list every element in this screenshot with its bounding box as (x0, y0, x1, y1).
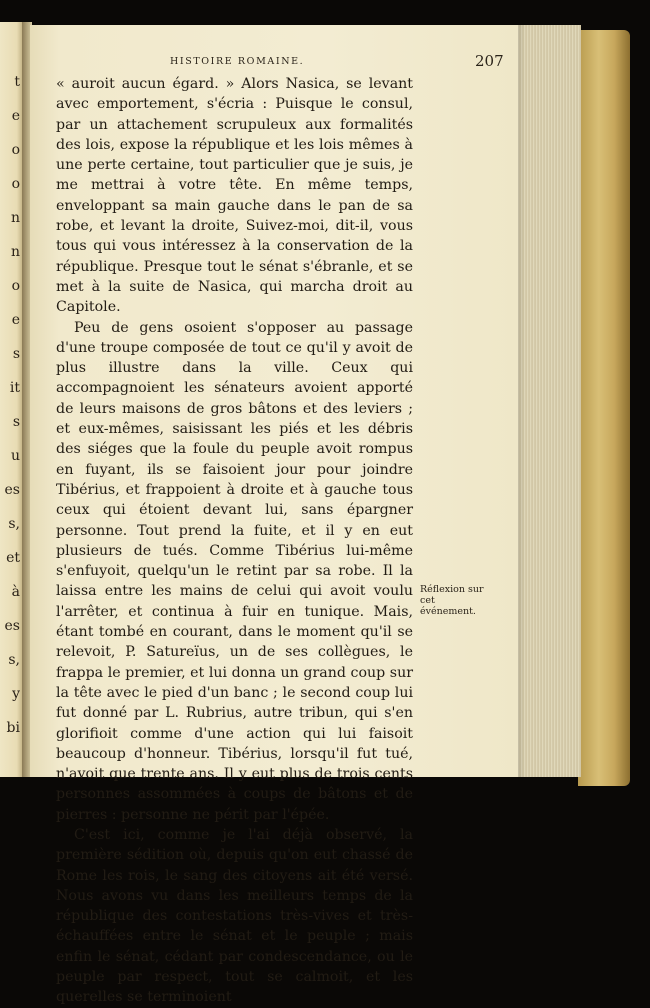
left-page-fragment: s, (8, 652, 20, 668)
page-number: 207 (475, 52, 504, 70)
left-page-fragment: it (9, 380, 20, 396)
left-page-fragment: et (6, 550, 20, 566)
left-page-fragment: es (4, 482, 20, 498)
left-page-fragment: n (10, 244, 20, 260)
paragraph-1: « auroit aucun égard. » Alors Nasica, se levant avec emportement, s'écria : Puisque le consul, par un attachement scrupuleux aux formalités des lois, expose la république et les lois mêmes à une perte certaine, tout particulier que je suis, je me mettrai à votre tête. En même temps, enveloppant sa main gauche dans le pan de sa robe, et levant la droite, Suivez-moi, dit-il, vous tous qui vous intéressez à la conservation de la république. Presque tout le sénat s'ébranle, et se met à la suite de Nasica, qui marcha droit au Capitole. (56, 76, 413, 316)
margin-note: Réflexion sur cet événement. (420, 584, 484, 617)
left-page-fragment: y (12, 686, 20, 702)
left-page-fragment: u (10, 448, 20, 464)
left-page-fragment: bi (6, 720, 20, 736)
left-page-fragment: o (11, 142, 20, 158)
left-page-fragment: e (11, 312, 20, 328)
book-cover-edge (578, 30, 630, 786)
paragraph-2: Peu de gens osoient s'opposer au passage d'une troupe composée de tout ce qu'il y avoit de plus illustre dans la ville. Ceux qui accompagnoient les sénateurs avoient apporté de leurs maisons de gros bâtons et des leviers ; et eux-mêmes, saisissant les piés et les débris des siéges que la foule du peuple avoit rompus en fuyant, ils se faisoient jour pour joindre Tibérius, et frappoient à droite et à gauche tous ceux qui étoient devant lui, sans épargner personne. Tout prend la fuite, et il y en eut plusieurs de tués. Comme Tibérius lui-même s'enfuyoit, quelqu'un le retint par sa robe. Il la laissa entre les mains de celui qui avoit voulu l'arrêter, et continua à fuir en tunique. Mais, étant tombé en courant, dans le moment qu'il se relevoit, P. Satureïus, un de ses collègues, le frappa le premier, et lui donna un grand coup sur la tête avec le pied d'un banc ; le second coup lui fut donné par L. Rubrius, autre tribun, qui s'en glorifioit comme d'une action qui lui faisoit beaucoup d'honneur. Tibérius, lorsqu'il fut tué, n'avoit que trente ans. Il y eut plus de trois cents personnes assommées à coups de bâtons et de pierres : personne ne périt par l'épée. (56, 319, 413, 823)
left-page-fragment: s (12, 346, 20, 362)
left-page-fragment: t (14, 74, 20, 90)
running-head: HISTOIRE ROMAINE. (170, 56, 305, 67)
paragraph-3: C'est ici, comme je l'ai déjà observé, la première sédition où, depuis qu'on eut chassé de Rome les rois, le sang des citoyens ait été versé. Nous avons vu dans les meilleurs temps de la république des contestations très-vives et très-échauffées entre le sénat et le peuple ; mais enfin le sénat, cédant par condescendance, ou le peuple par respect, tout se calmoit, et les querelles se terminoient (56, 826, 413, 1006)
left-page-fragment: à (11, 584, 20, 600)
left-page-fragment: n (10, 210, 20, 226)
left-page-fragment: s, (8, 516, 20, 532)
left-page-fragment: s (12, 414, 20, 430)
left-page-edge (0, 22, 24, 777)
left-page-fragment: o (11, 278, 20, 294)
body-text (56, 74, 413, 1008)
left-page-fragment: e (11, 108, 20, 124)
left-page-fragment: es (4, 618, 20, 634)
left-page-fragment: o (11, 176, 20, 192)
